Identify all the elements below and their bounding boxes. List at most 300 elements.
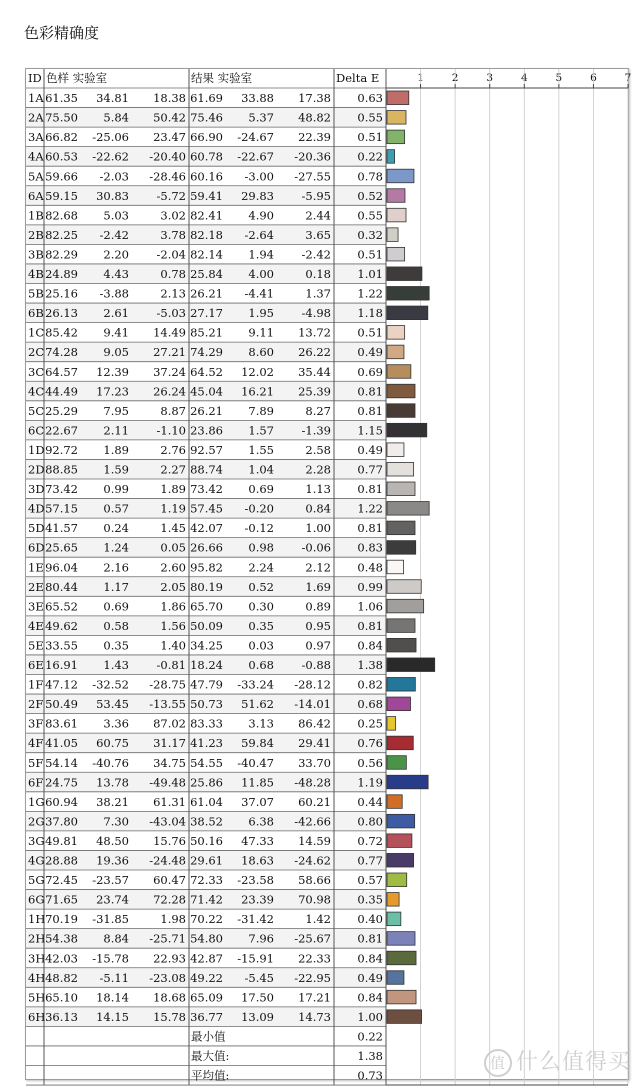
result-lab-value: 73.42 [190,482,223,497]
delta-e-bar [387,756,406,770]
sample-lab-value: 96.04 [45,560,78,575]
delta-e-value: 1.06 [357,599,383,614]
sample-lab-value: -3.88 [99,286,129,301]
result-lab-value: 1.37 [305,286,331,301]
result-lab-value: 41.23 [190,736,223,751]
delta-e-bar [387,853,414,867]
delta-e-value: 0.55 [357,110,383,125]
delta-e-value: 0.32 [357,227,383,242]
sample-lab-value: 16.91 [45,658,78,672]
result-lab-value: 13.72 [298,325,331,340]
sample-lab-value: 82.25 [45,227,78,242]
delta-e-value: 0.49 [357,345,383,360]
delta-e-bar [387,287,429,301]
delta-e-bar [387,1010,422,1024]
sample-lab-value: 0.58 [103,618,129,633]
row-id: 2H [28,931,46,946]
sample-lab-value: -23.08 [149,970,186,985]
sample-lab-value: -28.75 [149,677,186,692]
sample-lab-value: -25.71 [149,931,186,946]
result-lab-value: 85.21 [190,325,223,340]
result-lab-value: -4.41 [244,286,274,301]
sample-lab-value: 1.98 [160,912,186,927]
delta-e-bar [387,111,406,125]
result-lab-value: 23.86 [190,423,223,438]
result-lab-value: 23.39 [241,892,274,907]
watermark [484,1045,631,1077]
sample-lab-value: 2.13 [160,286,186,301]
sample-lab-value: -43.04 [149,814,186,829]
sample-lab-value: 26.24 [153,384,186,399]
delta-e-bar [387,971,404,985]
result-lab-value: 74.29 [190,345,223,360]
delta-e-bar [387,814,415,828]
result-lab-value: 47.33 [241,833,274,848]
sample-lab-value: -1.10 [156,423,186,438]
sample-lab-value: -40.76 [92,755,129,770]
sample-lab-value: 1.17 [103,579,129,594]
result-lab-value: 38.52 [190,814,223,829]
sample-lab-value: 0.57 [103,501,129,516]
delta-e-bar [387,247,405,261]
delta-e-value: 0.69 [357,364,383,379]
delta-e-value: 0.55 [357,208,383,223]
sample-lab-value: 31.17 [153,736,186,751]
sample-lab-value: 9.05 [103,345,129,360]
delta-e-bar [387,267,422,281]
sample-lab-value: 64.57 [45,364,78,379]
sample-lab-value: 60.53 [45,149,78,164]
sample-lab-value: 48.50 [96,833,129,848]
sample-lab-value: -2.42 [99,227,129,242]
delta-e-value: 0.84 [357,990,383,1005]
row-id: 1G [28,794,45,809]
sample-lab-value: -49.48 [149,775,186,790]
watermark-text: 什么值得买 [515,1050,631,1075]
result-lab-value: 59.41 [190,188,223,203]
result-lab-value: 57.45 [190,501,223,516]
result-lab-value: 54.80 [190,931,223,946]
delta-e-bar [387,502,429,516]
result-lab-value: 1.95 [248,306,274,321]
sample-lab-value: 1.89 [103,442,129,457]
result-lab-value: 86.42 [298,716,331,731]
delta-e-value: 0.84 [357,951,383,966]
page-title: 色彩精确度 [24,24,100,42]
result-lab-value: 64.52 [190,364,223,379]
delta-e-bar [387,912,401,926]
delta-e-value: 0.49 [357,442,383,457]
summary-label: 最大值: [191,1049,230,1063]
result-lab-value: 0.03 [248,638,274,653]
sample-lab-value: -2.04 [156,247,186,262]
sample-lab-value: 18.38 [153,91,186,106]
delta-e-bar [387,795,402,809]
delta-e-bar [387,951,416,965]
delta-e-value: 0.81 [357,384,383,399]
delta-e-value: 0.51 [357,130,383,145]
result-lab-value: 33.88 [241,91,274,106]
result-lab-value: 2.58 [305,442,331,457]
result-lab-value: 29.83 [241,188,274,203]
result-lab-value: -22.95 [294,970,331,985]
header-delta-e: Delta E [336,71,380,85]
sample-lab-value: 1.19 [160,501,186,516]
delta-e-bar [387,169,414,183]
result-lab-value: 95.82 [190,560,223,575]
result-lab-value: 3.13 [248,716,274,731]
result-lab-value: 2.12 [305,560,331,575]
row-id: 6F [28,775,44,790]
sample-lab-value: -28.46 [149,169,186,184]
sample-lab-value: 5.84 [103,110,129,125]
delta-e-value: 0.82 [357,677,383,692]
delta-e-bar [387,228,398,242]
result-lab-value: -25.67 [294,931,331,946]
result-lab-value: 7.96 [248,931,274,946]
delta-e-value: 0.77 [357,853,383,868]
delta-e-value: 1.22 [357,501,383,516]
sample-lab-value: 1.40 [160,638,186,653]
sample-lab-value: 27.21 [153,345,186,360]
sample-lab-value: 72.28 [153,892,186,907]
result-lab-value: 16.21 [241,384,274,399]
result-lab-value: 72.33 [190,873,223,888]
sample-lab-value: 24.89 [45,267,78,281]
summary-value: 0.22 [357,1029,383,1044]
sample-lab-value: 60.75 [96,736,129,751]
delta-e-value: 0.22 [357,149,383,164]
delta-e-bar [387,384,415,398]
delta-e-value: 0.63 [357,91,383,106]
header-result-lab: 结果 实验室 [191,71,253,85]
result-lab-value: -4.98 [301,306,331,321]
row-id: 5H [28,990,46,1005]
delta-e-value: 0.81 [357,618,383,633]
sample-lab-value: 15.78 [153,1009,186,1024]
row-id: 6G [28,892,45,907]
delta-e-value: 0.83 [357,540,383,555]
row-id: 1D [28,442,45,457]
result-lab-value: -15.91 [237,951,274,966]
sample-lab-value: 7.30 [103,814,129,829]
row-id: 4A [28,149,44,164]
result-lab-value: 47.79 [190,677,223,692]
result-lab-value: 5.37 [248,110,274,125]
result-lab-value: 92.57 [190,442,223,457]
delta-e-value: 0.72 [357,833,383,848]
delta-e-value: 1.15 [357,423,383,438]
result-lab-value: 50.09 [190,618,223,633]
result-lab-value: -5.45 [244,970,274,985]
result-lab-value: 17.50 [241,990,274,1005]
sample-lab-value: 9.41 [103,325,129,340]
sample-lab-value: 83.61 [45,716,78,731]
delta-e-bar [387,404,415,418]
sample-lab-value: 87.02 [153,716,186,731]
header-id: ID [28,71,42,85]
result-lab-value: 61.69 [190,91,223,106]
sample-lab-value: 37.24 [153,364,186,379]
result-lab-value: 59.84 [241,736,274,751]
sample-lab-value: 0.35 [103,638,129,653]
result-lab-value: 25.39 [298,384,331,399]
result-lab-value: 29.41 [298,736,331,751]
result-lab-value: 0.97 [305,638,331,653]
result-lab-value: 1.94 [248,247,274,262]
result-lab-value: 25.86 [190,775,223,790]
sample-lab-value: -15.78 [92,951,129,966]
sample-lab-value: 82.29 [45,247,78,262]
row-id: 4C [28,384,45,399]
result-lab-value: 4.00 [248,267,274,281]
result-lab-value: -42.66 [294,814,331,829]
delta-e-value: 1.18 [357,306,383,321]
result-lab-value: 1.00 [305,521,331,536]
result-lab-value: 9.11 [248,325,274,340]
sample-lab-value: 25.29 [45,403,78,418]
delta-e-value: 0.81 [357,931,383,946]
axis-tick-label: 2 [451,72,459,84]
row-id: 2B [28,227,44,242]
sample-lab-value: 48.82 [45,970,78,985]
sample-lab-value: 70.19 [45,912,78,927]
sample-lab-value: 8.87 [160,403,186,418]
result-lab-value: -24.62 [294,853,331,868]
delta-e-bar [387,599,424,613]
summary-label: 最小值 [191,1029,226,1044]
row-id: 6D [28,540,45,555]
result-lab-value: -3.00 [244,169,274,184]
sample-lab-value: -5.03 [156,306,186,321]
sample-lab-value: 72.45 [45,873,78,888]
axis-tick-label: 5 [555,72,563,84]
sample-lab-value: 3.36 [103,716,129,731]
sample-lab-value: 4.43 [103,267,129,281]
result-lab-value: -48.28 [294,775,331,790]
result-lab-value: 25.84 [190,267,223,281]
watermark-logo-icon: 值 [484,1049,512,1077]
sample-lab-value: 25.16 [45,286,78,301]
delta-e-bar [387,326,405,340]
delta-e-bar [387,658,435,672]
sample-lab-value: 71.65 [45,892,78,907]
result-lab-value: 37.07 [241,794,274,809]
delta-e-bar [387,130,405,144]
result-lab-value: 0.18 [305,267,331,281]
summary-value: 0.73 [357,1068,383,1083]
result-lab-value: 2.44 [305,208,331,223]
sample-lab-value: 2.60 [160,560,186,575]
row-id: 4E [28,618,44,633]
result-lab-value: 26.21 [190,403,223,418]
row-id: 3C [28,364,45,379]
result-lab-value: -14.01 [294,697,331,712]
result-lab-value: 42.87 [190,951,223,966]
row-id: 2C [28,345,45,360]
result-lab-value: 58.66 [298,873,331,888]
sample-lab-value: 1.89 [160,482,186,497]
sample-lab-value: 92.72 [45,442,78,457]
sample-lab-value: 22.67 [45,423,78,438]
result-lab-value: 66.90 [190,130,223,145]
sample-lab-value: 2.76 [160,442,186,457]
delta-e-value: 0.68 [357,697,383,712]
sample-lab-value: 0.05 [160,540,186,555]
sample-lab-value: 19.36 [96,853,129,868]
row-id: 1H [28,912,46,927]
row-id: 3D [28,482,45,497]
delta-e-value: 0.51 [357,325,383,340]
row-id: 2A [28,110,44,125]
sample-lab-value: 73.42 [45,482,78,497]
sample-lab-value: 49.81 [45,833,78,848]
result-lab-value: 26.21 [190,286,223,301]
result-lab-value: 22.33 [298,951,331,966]
sample-lab-value: -32.52 [92,677,129,692]
row-id: 6A [28,188,44,203]
result-lab-value: 2.28 [305,462,331,477]
sample-lab-value: 0.78 [160,267,186,281]
row-id: 4B [28,267,44,281]
result-lab-value: -24.67 [237,130,274,145]
sample-lab-value: 2.27 [160,462,186,477]
result-lab-value: -27.55 [294,169,331,184]
sample-lab-value: 12.39 [96,364,129,379]
result-lab-value: 35.44 [298,364,331,379]
result-lab-value: 0.95 [305,618,331,633]
sample-lab-value: 23.47 [153,130,186,145]
row-id: 1E [28,560,44,575]
row-id: 3B [28,247,44,262]
sample-lab-value: 3.02 [160,208,186,223]
result-lab-value: 26.22 [298,345,331,360]
sample-lab-value: 2.16 [103,560,129,575]
sample-lab-value: 0.24 [103,521,129,536]
result-lab-value: 1.13 [305,482,331,497]
row-id: 3E [28,599,44,614]
sample-lab-value: 82.68 [45,208,78,223]
sample-lab-value: 54.14 [45,755,78,770]
delta-e-value: 0.76 [357,736,383,751]
result-lab-value: 18.24 [190,658,223,672]
sample-lab-value: 18.14 [96,990,129,1005]
result-lab-value: 4.90 [248,208,274,223]
sample-lab-value: 7.95 [103,403,129,418]
color-accuracy-table [25,68,632,1083]
delta-e-value: 0.51 [357,247,383,262]
row-id: 6H [28,1009,46,1024]
delta-e-bar [387,345,404,359]
result-lab-value: 82.41 [190,208,223,223]
result-lab-value: -0.12 [244,521,274,536]
sample-lab-value: 44.49 [45,384,78,399]
sample-lab-value: 41.05 [45,736,78,751]
result-lab-value: 60.78 [190,149,223,164]
result-lab-value: -23.58 [237,873,274,888]
result-lab-value: -0.20 [244,501,274,516]
result-lab-value: 29.61 [190,853,223,868]
result-lab-value: 0.52 [248,579,274,594]
sample-lab-value: -5.72 [156,188,186,203]
sample-lab-value: 23.74 [96,892,129,907]
result-lab-value: 14.59 [298,833,331,848]
result-lab-value: -0.06 [301,540,331,555]
result-lab-value: -20.36 [294,149,331,164]
result-lab-value: 61.04 [190,794,223,809]
result-lab-value: -0.88 [301,658,331,672]
sample-lab-value: 2.11 [103,423,129,438]
result-lab-value: -28.12 [294,677,331,692]
row-id: 5C [28,403,45,418]
sample-lab-value: 42.03 [45,951,78,966]
row-id: 6E [28,658,44,672]
result-lab-value: 60.16 [190,169,223,184]
sample-lab-value: 59.15 [45,188,78,203]
sample-lab-value: 3.78 [160,227,186,242]
delta-e-bar [387,736,413,750]
sample-lab-value: 80.44 [45,579,78,594]
row-id: 2D [28,462,45,477]
sample-lab-value: 37.80 [45,814,78,829]
delta-e-value: 0.49 [357,970,383,985]
sample-lab-value: 1.45 [160,521,186,536]
sample-lab-value: 57.15 [45,501,78,516]
result-lab-value: 54.55 [190,755,223,770]
sample-lab-value: 25.65 [45,540,78,555]
sample-lab-value: 50.42 [153,110,186,125]
sample-lab-value: 5.03 [103,208,129,223]
delta-e-bar [387,834,412,848]
sample-lab-value: 26.13 [45,306,78,321]
sample-lab-value: 88.85 [45,462,78,477]
result-lab-value: 0.69 [248,482,274,497]
axis-tick-label: 6 [590,72,597,84]
sample-lab-value: 34.75 [153,755,186,770]
result-lab-value: 50.16 [190,833,223,848]
result-lab-value: 1.42 [305,912,331,927]
delta-e-value: 0.52 [357,188,383,203]
result-lab-value: 70.22 [190,912,223,927]
sample-lab-value: -13.55 [149,697,186,712]
result-lab-value: 0.89 [305,599,331,614]
sample-lab-value: 41.57 [45,521,78,536]
axis-tick-label: 4 [520,72,528,84]
result-lab-value: 13.09 [241,1009,274,1024]
delta-e-bar [387,697,411,711]
result-lab-value: 0.30 [248,599,274,614]
sample-lab-value: -0.81 [156,658,186,672]
axis-tick-label: 1 [417,72,424,84]
result-lab-value: 70.98 [298,892,331,907]
result-lab-value: 17.38 [298,91,331,106]
row-id: 5G [28,873,45,888]
delta-e-bar [387,521,415,535]
result-lab-value: 11.85 [241,775,274,790]
delta-e-value: 0.78 [357,169,383,184]
result-lab-value: 26.66 [190,540,223,555]
result-lab-value: 8.27 [305,403,331,418]
sample-lab-value: 14.15 [96,1009,129,1024]
delta-e-bar [387,932,415,946]
delta-e-bar [387,560,404,574]
result-lab-value: 82.14 [190,247,223,262]
row-id: 6B [28,306,44,321]
delta-e-bar [387,189,405,203]
result-lab-value: 75.46 [190,110,223,125]
result-lab-value: 1.57 [248,423,274,438]
result-lab-value: 1.55 [248,442,274,457]
